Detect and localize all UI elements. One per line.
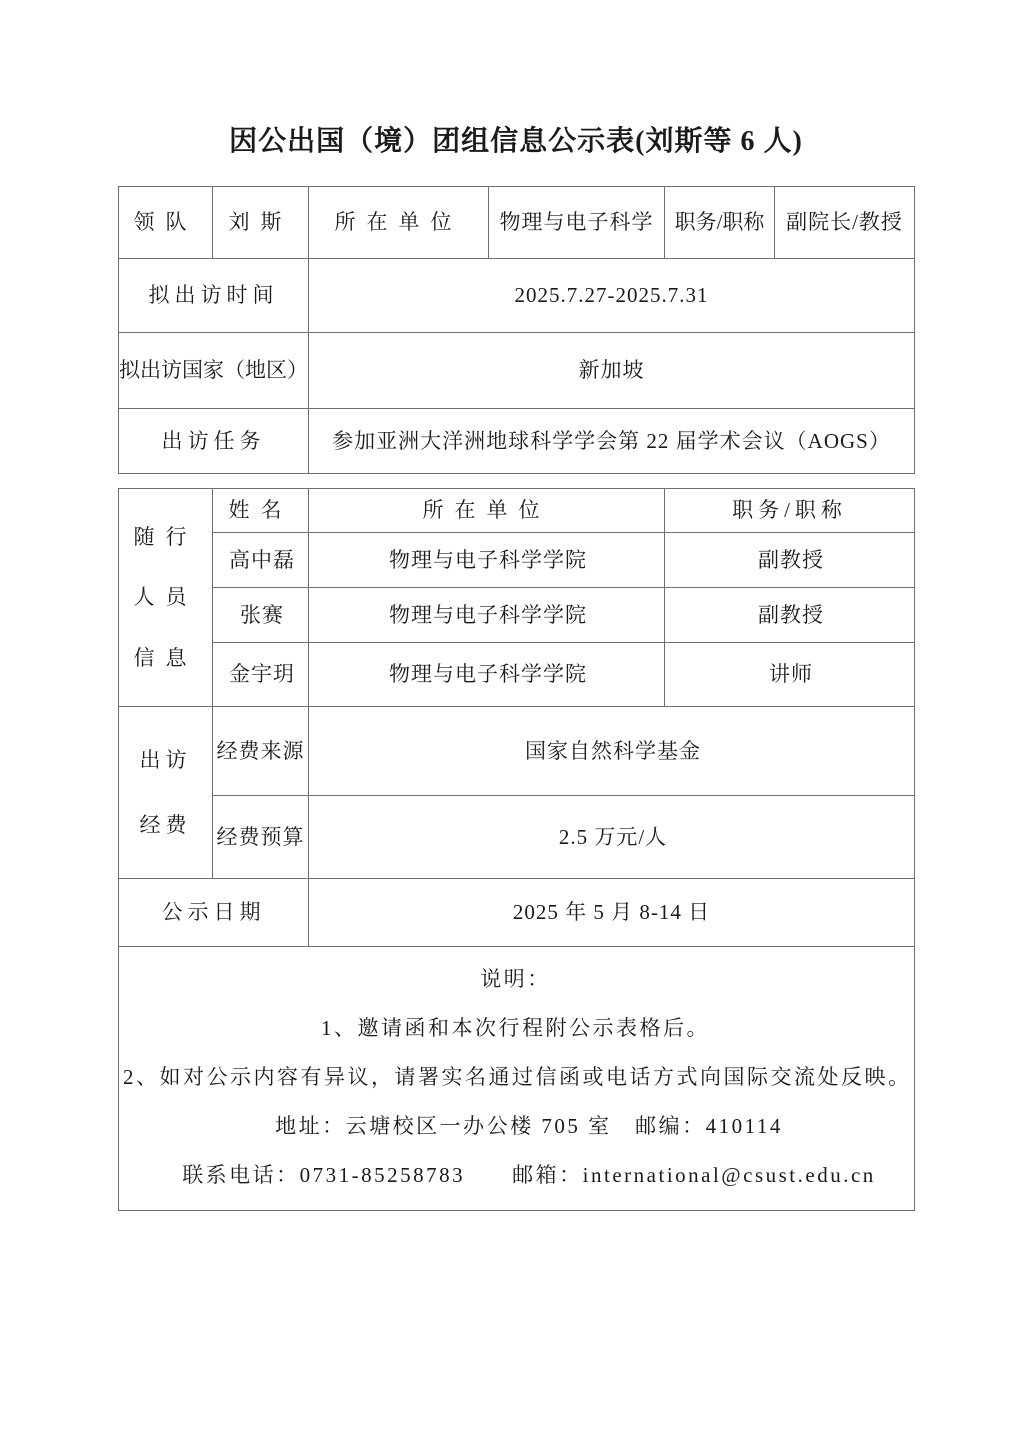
funding-budget-label-cell: 经费预算 xyxy=(213,796,309,879)
publicity-label-cell: 公示日期 xyxy=(119,879,309,947)
funding-budget-value-cell: 2.5 万元/人 xyxy=(309,796,915,879)
leader-unit-label-cell: 所在单位 xyxy=(309,187,489,259)
companion-row xyxy=(119,533,915,588)
publicity-value-cell: 2025 年 5 月 8-14 日 xyxy=(309,879,915,947)
companion-name-cell: 张赛 xyxy=(213,588,309,643)
notes-row xyxy=(119,947,915,1211)
companion-name-cell: 高中磊 xyxy=(213,533,309,588)
leader-unit-cell: 物理与电子科学 xyxy=(489,187,665,259)
funding-budget-row xyxy=(119,796,915,879)
leader-position-label-cell: 职务/职称 xyxy=(665,187,775,259)
companions-group-label-line: 信息 xyxy=(133,645,198,670)
notes-contact-line: 联系电话：0731-85258783 邮箱：international@csust.edu.cn xyxy=(182,1163,876,1187)
funding-group-label-line: 出访 xyxy=(139,747,192,772)
companions-group-label-line: 随行 xyxy=(133,524,198,549)
publicity-date-row xyxy=(119,879,915,947)
companion-row xyxy=(119,588,915,643)
companions-unit-header-cell: 所在单位 xyxy=(309,489,665,533)
trip-info-table xyxy=(118,186,915,1211)
page-title: 因公出国（境）团组信息公示表(刘斯等 6 人) xyxy=(229,126,803,157)
funding-group-label xyxy=(119,710,212,876)
companion-position-cell: 副教授 xyxy=(665,533,915,588)
section-gap-cell xyxy=(119,474,915,489)
companion-row xyxy=(119,643,915,707)
time-row xyxy=(119,259,915,333)
note-item: 2、如对公示内容有异议，请署实名通过信函或电话方式向国际交流处反映。 xyxy=(123,1065,912,1089)
companions-group-label-line: 人员 xyxy=(133,585,198,610)
companion-name-cell: 金宇玥 xyxy=(213,643,309,707)
notes-cell xyxy=(119,947,915,1211)
companion-position-cell: 讲师 xyxy=(665,643,915,707)
leader-name-cell: 刘斯 xyxy=(213,187,309,259)
notes-heading: 说明： xyxy=(480,967,551,991)
funding-group-label-cell xyxy=(119,707,213,879)
funding-source-value-cell: 国家自然科学基金 xyxy=(309,707,915,796)
funding-group-label-line: 经费 xyxy=(139,812,192,837)
task-row xyxy=(119,409,915,474)
companions-group-label xyxy=(119,491,212,705)
country-label-cell: 拟出访国家（地区） xyxy=(119,333,309,409)
leader-label-cell: 领队 xyxy=(119,187,213,259)
companion-unit-cell: 物理与电子科学学院 xyxy=(309,533,665,588)
notes-address-line: 地址：云塘校区一办公楼 705 室 邮编：410114 xyxy=(275,1114,783,1138)
leader-position-cell: 副院长/教授 xyxy=(775,187,915,259)
task-value-cell: 参加亚洲大洋洲地球科学学会第 22 届学术会议（AOGS） xyxy=(309,409,915,474)
companions-group-label-cell xyxy=(119,489,213,707)
companions-header-row xyxy=(119,489,915,533)
funding-source-row xyxy=(119,707,915,796)
note-item: 1、邀请函和本次行程附公示表格后。 xyxy=(321,1016,710,1040)
country-row xyxy=(119,333,915,409)
time-value-cell: 2025.7.27-2025.7.31 xyxy=(309,259,915,333)
leader-row xyxy=(119,187,915,259)
task-label-cell: 出访任务 xyxy=(119,409,309,474)
funding-source-label-cell: 经费来源 xyxy=(213,707,309,796)
companion-position-cell: 副教授 xyxy=(665,588,915,643)
companion-unit-cell: 物理与电子科学学院 xyxy=(309,588,665,643)
country-value-cell: 新加坡 xyxy=(309,333,915,409)
companion-unit-cell: 物理与电子科学学院 xyxy=(309,643,665,707)
section-gap-row xyxy=(119,474,915,489)
companions-name-header-cell: 姓名 xyxy=(213,489,309,533)
time-label-cell: 拟出访时间 xyxy=(119,259,309,333)
companions-position-header-cell: 职务/职称 xyxy=(665,489,915,533)
